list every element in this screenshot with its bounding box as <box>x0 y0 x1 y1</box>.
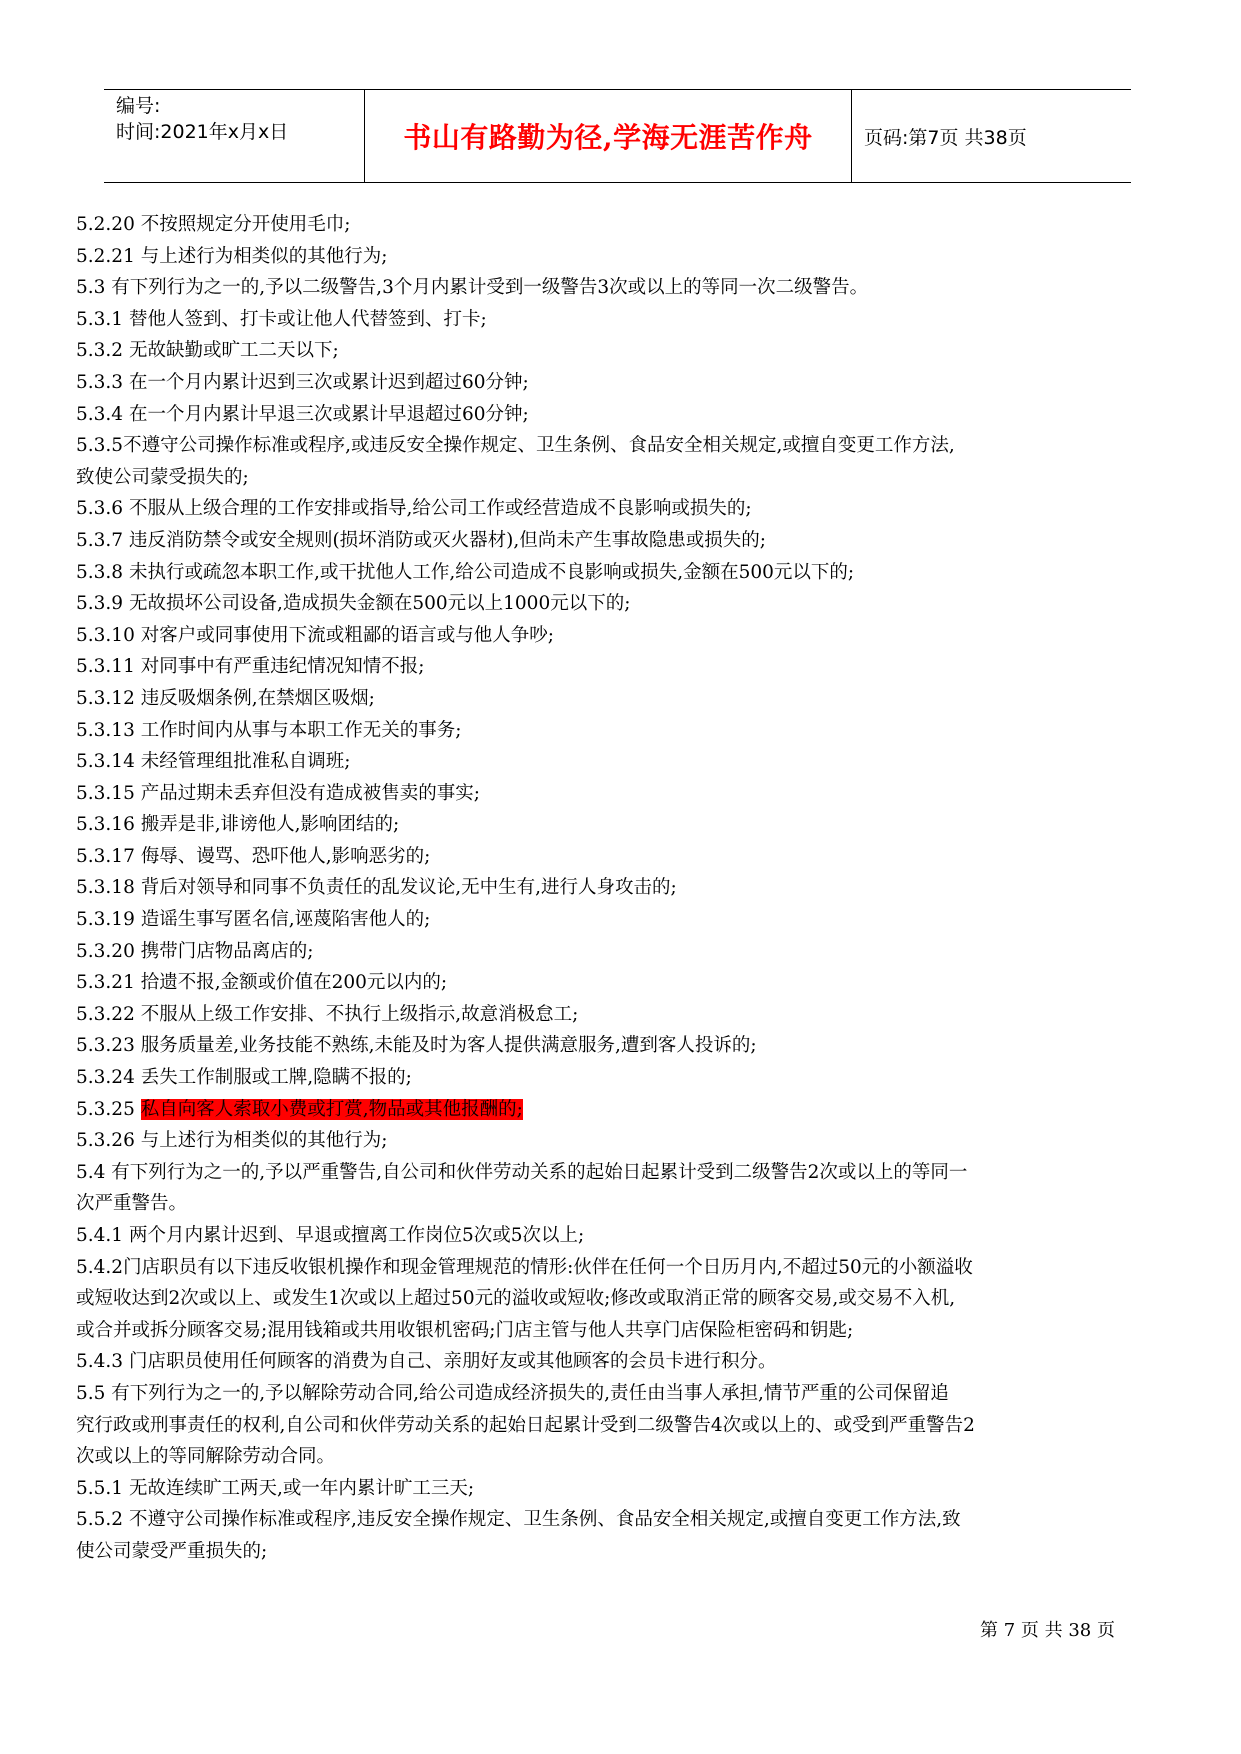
text-line: 5.3.7 违反消防禁令或安全规则(损坏消防或灭火器材),但尚未产生事故隐患或损失的; <box>76 529 767 551</box>
document-date: 时间:2021年x月x日 <box>116 121 289 143</box>
text-line: 5.3.12 违反吸烟条例,在禁烟区吸烟; <box>76 687 375 709</box>
header-meta <box>104 90 365 182</box>
text-line: 5.3.21 拾遗不报,金额或价值在200元以内的; <box>76 972 448 994</box>
text-line: 5.3.4 在一个月内累计早退三次或累计早退超过60分钟; <box>76 403 529 425</box>
text-line: 次严重警告。 <box>76 1193 188 1215</box>
clauses-group-1 <box>76 209 1166 1094</box>
text-line: 究行政或刑事责任的权利,自公司和伙伴劳动关系的起始日起累计受到二级警告4次或以上的、或受到严重警告2 <box>76 1414 975 1436</box>
page-footer: 第 7 页 共 38 页 <box>980 1620 1115 1641</box>
highlighted-text: 私自向客人索取小费或打赏,物品或其他报酬的; <box>140 1098 523 1120</box>
text-line: 或短收达到2次或以上、或发生1次或以上超过50元的溢收或短收;修改或取消正常的顾客交易,或交易不入机, <box>76 1288 956 1310</box>
text-line: 5.3.1 替他人签到、打卡或让他人代替签到、打卡; <box>76 308 487 330</box>
page-header <box>104 89 1131 183</box>
text-line: 5.3.17 侮辱、谩骂、恐吓他人,影响恶劣的; <box>76 845 431 867</box>
header-page-number: 页码:第7页 共38页 <box>864 126 1027 149</box>
text-line: 5.3.10 对客户或同事使用下流或粗鄙的语言或与他人争吵; <box>76 624 554 646</box>
text-line: 5.3.11 对同事中有严重违纪情况知情不报; <box>76 656 425 678</box>
text-line: 或合并或拆分顾客交易;混用钱箱或共用收银机密码;门店主管与他人共享门店保险柜密码和钥匙; <box>76 1319 854 1341</box>
text-line: 5.3.22 不服从上级工作安排、不执行上级指示,故意消极怠工; <box>76 1003 579 1025</box>
text-line: 5.3 有下列行为之一的,予以二级警告,3个月内累计受到一级警告3次或以上的等同一次二级警告。 <box>76 277 869 299</box>
text-line: 5.4 有下列行为之一的,予以严重警告,自公司和伙伴劳动关系的起始日起累计受到二级警告2次或以上的等同一 <box>76 1161 968 1183</box>
header-motto: 书山有路勤为径,学海无涯苦作舟 <box>365 90 852 182</box>
text-line: 5.3.23 服务质量差,业务技能不熟练,未能及时为客人提供满意服务,遭到客人投诉的; <box>76 1035 757 1057</box>
document-number-label: 编号: <box>116 95 161 117</box>
text-line: 5.3.24 丢失工作制服或工牌,隐瞒不报的; <box>76 1067 412 1089</box>
text-line: 5.4.1 两个月内累计迟到、早退或擅离工作岗位5次或5次以上; <box>76 1225 585 1246</box>
text-line: 5.3.18 背后对领导和同事不负责任的乱发议论,无中生有,进行人身攻击的; <box>76 877 677 899</box>
text-line: 5.2.20 不按照规定分开使用毛巾; <box>76 214 351 235</box>
document-body <box>76 209 1166 1568</box>
text-line: 5.3.9 无故损坏公司设备,造成损失金额在500元以上1000元以下的; <box>76 593 631 615</box>
text-line: 5.3.2 无故缺勤或旷工二天以下; <box>76 340 339 362</box>
text-line: 5.3.16 搬弄是非,诽谤他人,影响团结的; <box>76 814 400 836</box>
text-line: 5.3.13 工作时间内从事与本职工作无关的事务; <box>76 719 462 741</box>
text-line: 5.3.20 携带门店物品离店的; <box>76 940 314 962</box>
text-line: 使公司蒙受严重损失的; <box>76 1540 268 1562</box>
text-line: 5.3.3 在一个月内累计迟到三次或累计迟到超过60分钟; <box>76 371 529 393</box>
clauses-group-2 <box>76 1125 1166 1567</box>
text-line: 致使公司蒙受损失的; <box>76 466 249 488</box>
text-line: 5.5.2 不遵守公司操作标准或程序,违反安全操作规定、卫生条例、食品安全相关规定,或擅自变更工作方法,致 <box>76 1509 961 1531</box>
clause-number: 5.3.25 <box>76 1098 141 1120</box>
text-line: 5.5.1 无故连续旷工两天,或一年内累计旷工三天; <box>76 1477 475 1499</box>
text-line: 5.3.6 不服从上级合理的工作安排或指导,给公司工作或经营造成不良影响或损失的; <box>76 498 752 520</box>
text-line: 5.3.15 产品过期未丢弃但没有造成被售卖的事实; <box>76 782 480 804</box>
text-line: 5.3.14 未经管理组批准私自调班; <box>76 751 351 773</box>
text-line: 5.3.8 未执行或疏忽本职工作,或干扰他人工作,给公司造成不良影响或损失,金额在500元以下的; <box>76 561 855 583</box>
highlighted-clause <box>76 1094 1166 1126</box>
text-line: 5.3.26 与上述行为相类似的其他行为; <box>76 1130 388 1152</box>
text-line: 5.3.19 造谣生事写匿名信,诬蔑陷害他人的; <box>76 909 431 931</box>
text-line: 5.4.2门店职员有以下违反收银机操作和现金管理规范的情形:伙伴在任何一个日历月内,不超过50元的小额溢收 <box>76 1256 973 1278</box>
text-line: 5.2.21 与上述行为相类似的其他行为; <box>76 245 388 267</box>
text-line: 5.4.3 门店职员使用任何顾客的消费为自己、亲朋好友或其他顾客的会员卡进行积分。 <box>76 1351 777 1373</box>
text-line: 5.5 有下列行为之一的,予以解除劳动合同,给公司造成经济损失的,责任由当事人承担,情节严重的公司保留追 <box>76 1382 949 1404</box>
text-line: 5.3.5不遵守公司操作标准或程序,或违反安全操作规定、卫生条例、食品安全相关规定,或擅自变更工作方法, <box>76 435 955 457</box>
text-line: 次或以上的等同解除劳动合同。 <box>76 1446 336 1468</box>
